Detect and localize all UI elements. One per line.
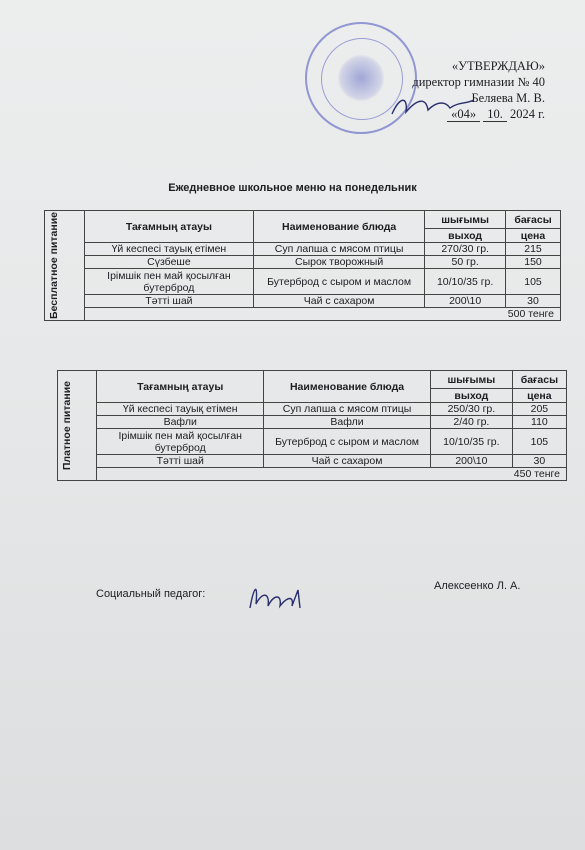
header-name-ru: Наименование блюда [253, 211, 424, 243]
dish-name-ru: Бутерброд с сыром и маслом [253, 269, 424, 295]
approve-label: «УТВЕРЖДАЮ» [451, 59, 545, 73]
dish-yield: 270/30 гр. [425, 243, 506, 256]
dish-name-kz: Тәтті шай [84, 295, 253, 308]
dish-price: 30 [512, 455, 566, 468]
header-name-kz: Тағамның атауы [84, 211, 253, 243]
dish-name-ru: Вафли [264, 416, 431, 429]
dish-name-ru: Чай с сахаром [264, 455, 431, 468]
dish-price: 110 [512, 416, 566, 429]
dish-yield: 200\10 [425, 295, 506, 308]
free-meal-table [44, 210, 561, 321]
dish-yield: 2/40 гр. [430, 416, 512, 429]
dish-name-kz: Сүзбеше [84, 256, 253, 269]
header-name-kz: Тағамның атауы [97, 371, 264, 403]
dish-price: 30 [506, 295, 561, 308]
header-yield-kz: шығымы [430, 371, 512, 389]
menu-title: Ежедневное школьное меню на понедельник [168, 182, 417, 194]
dish-name-kz: Үй кеспесі тауық етімен [84, 243, 253, 256]
pedagogue-signature [244, 578, 314, 614]
header-price-ru: цена [506, 229, 561, 243]
approval-date-year: 2024 г. [510, 107, 545, 121]
dish-name-ru: Чай с сахаром [253, 295, 424, 308]
director-signature [388, 92, 478, 122]
footer-name: Алексеенко Л. А. [434, 580, 521, 592]
table-row [58, 455, 567, 468]
dish-price: 105 [506, 269, 561, 295]
header-yield-ru: выход [425, 229, 506, 243]
table-row [45, 269, 561, 295]
dish-yield: 10/10/35 гр. [430, 429, 512, 455]
footer-role: Социальный педагог: [96, 588, 206, 600]
approval-date-day: «04» [447, 107, 480, 122]
dish-price: 205 [512, 403, 566, 416]
dish-name-kz: Ірімшік пен май қосылған бутерброд [84, 269, 253, 295]
dish-name-kz: Үй кеспесі тауық етімен [97, 403, 264, 416]
dish-name-ru: Суп лапша с мясом птицы [264, 403, 431, 416]
dish-yield: 50 гр. [425, 256, 506, 269]
paid-meal-table [57, 370, 567, 481]
dish-yield: 10/10/35 гр. [425, 269, 506, 295]
header-price-kz: бағасы [512, 371, 566, 389]
table-row [45, 256, 561, 269]
approval-date-month: 10. [483, 107, 507, 122]
free-meal-side-cell [45, 211, 85, 321]
director-position: директор гимназии № 40 [412, 75, 545, 89]
dish-yield: 200\10 [430, 455, 512, 468]
dish-price: 105 [512, 429, 566, 455]
header-name-ru: Наименование блюда [264, 371, 431, 403]
dish-price: 215 [506, 243, 561, 256]
dish-name-ru: Суп лапша с мясом птицы [253, 243, 424, 256]
dish-price: 150 [506, 256, 561, 269]
table-row [58, 416, 567, 429]
table-row [45, 243, 561, 256]
free-meal-total: 500 тенге [84, 308, 560, 321]
header-yield-kz: шығымы [425, 211, 506, 229]
dish-name-kz: Вафли [97, 416, 264, 429]
dish-name-kz: Ірімшік пен май қосылған бутерброд [97, 429, 264, 455]
dish-name-ru: Бутерброд с сыром и маслом [264, 429, 431, 455]
dish-yield: 250/30 гр. [430, 403, 512, 416]
paid-meal-side-label: Платное питание [61, 380, 73, 471]
header-yield-ru: выход [430, 389, 512, 403]
free-meal-side-label: Бесплатное питание [48, 211, 60, 319]
dish-name-kz: Тәтті шай [97, 455, 264, 468]
header-price-ru: цена [512, 389, 566, 403]
paid-meal-side-cell [58, 371, 97, 481]
director-name: Беляева М. В. [471, 91, 545, 105]
table-row [58, 403, 567, 416]
dish-name-ru: Сырок творожный [253, 256, 424, 269]
paid-meal-total: 450 тенге [97, 468, 567, 481]
header-price-kz: бағасы [506, 211, 561, 229]
table-row [45, 295, 561, 308]
table-row [58, 429, 567, 455]
